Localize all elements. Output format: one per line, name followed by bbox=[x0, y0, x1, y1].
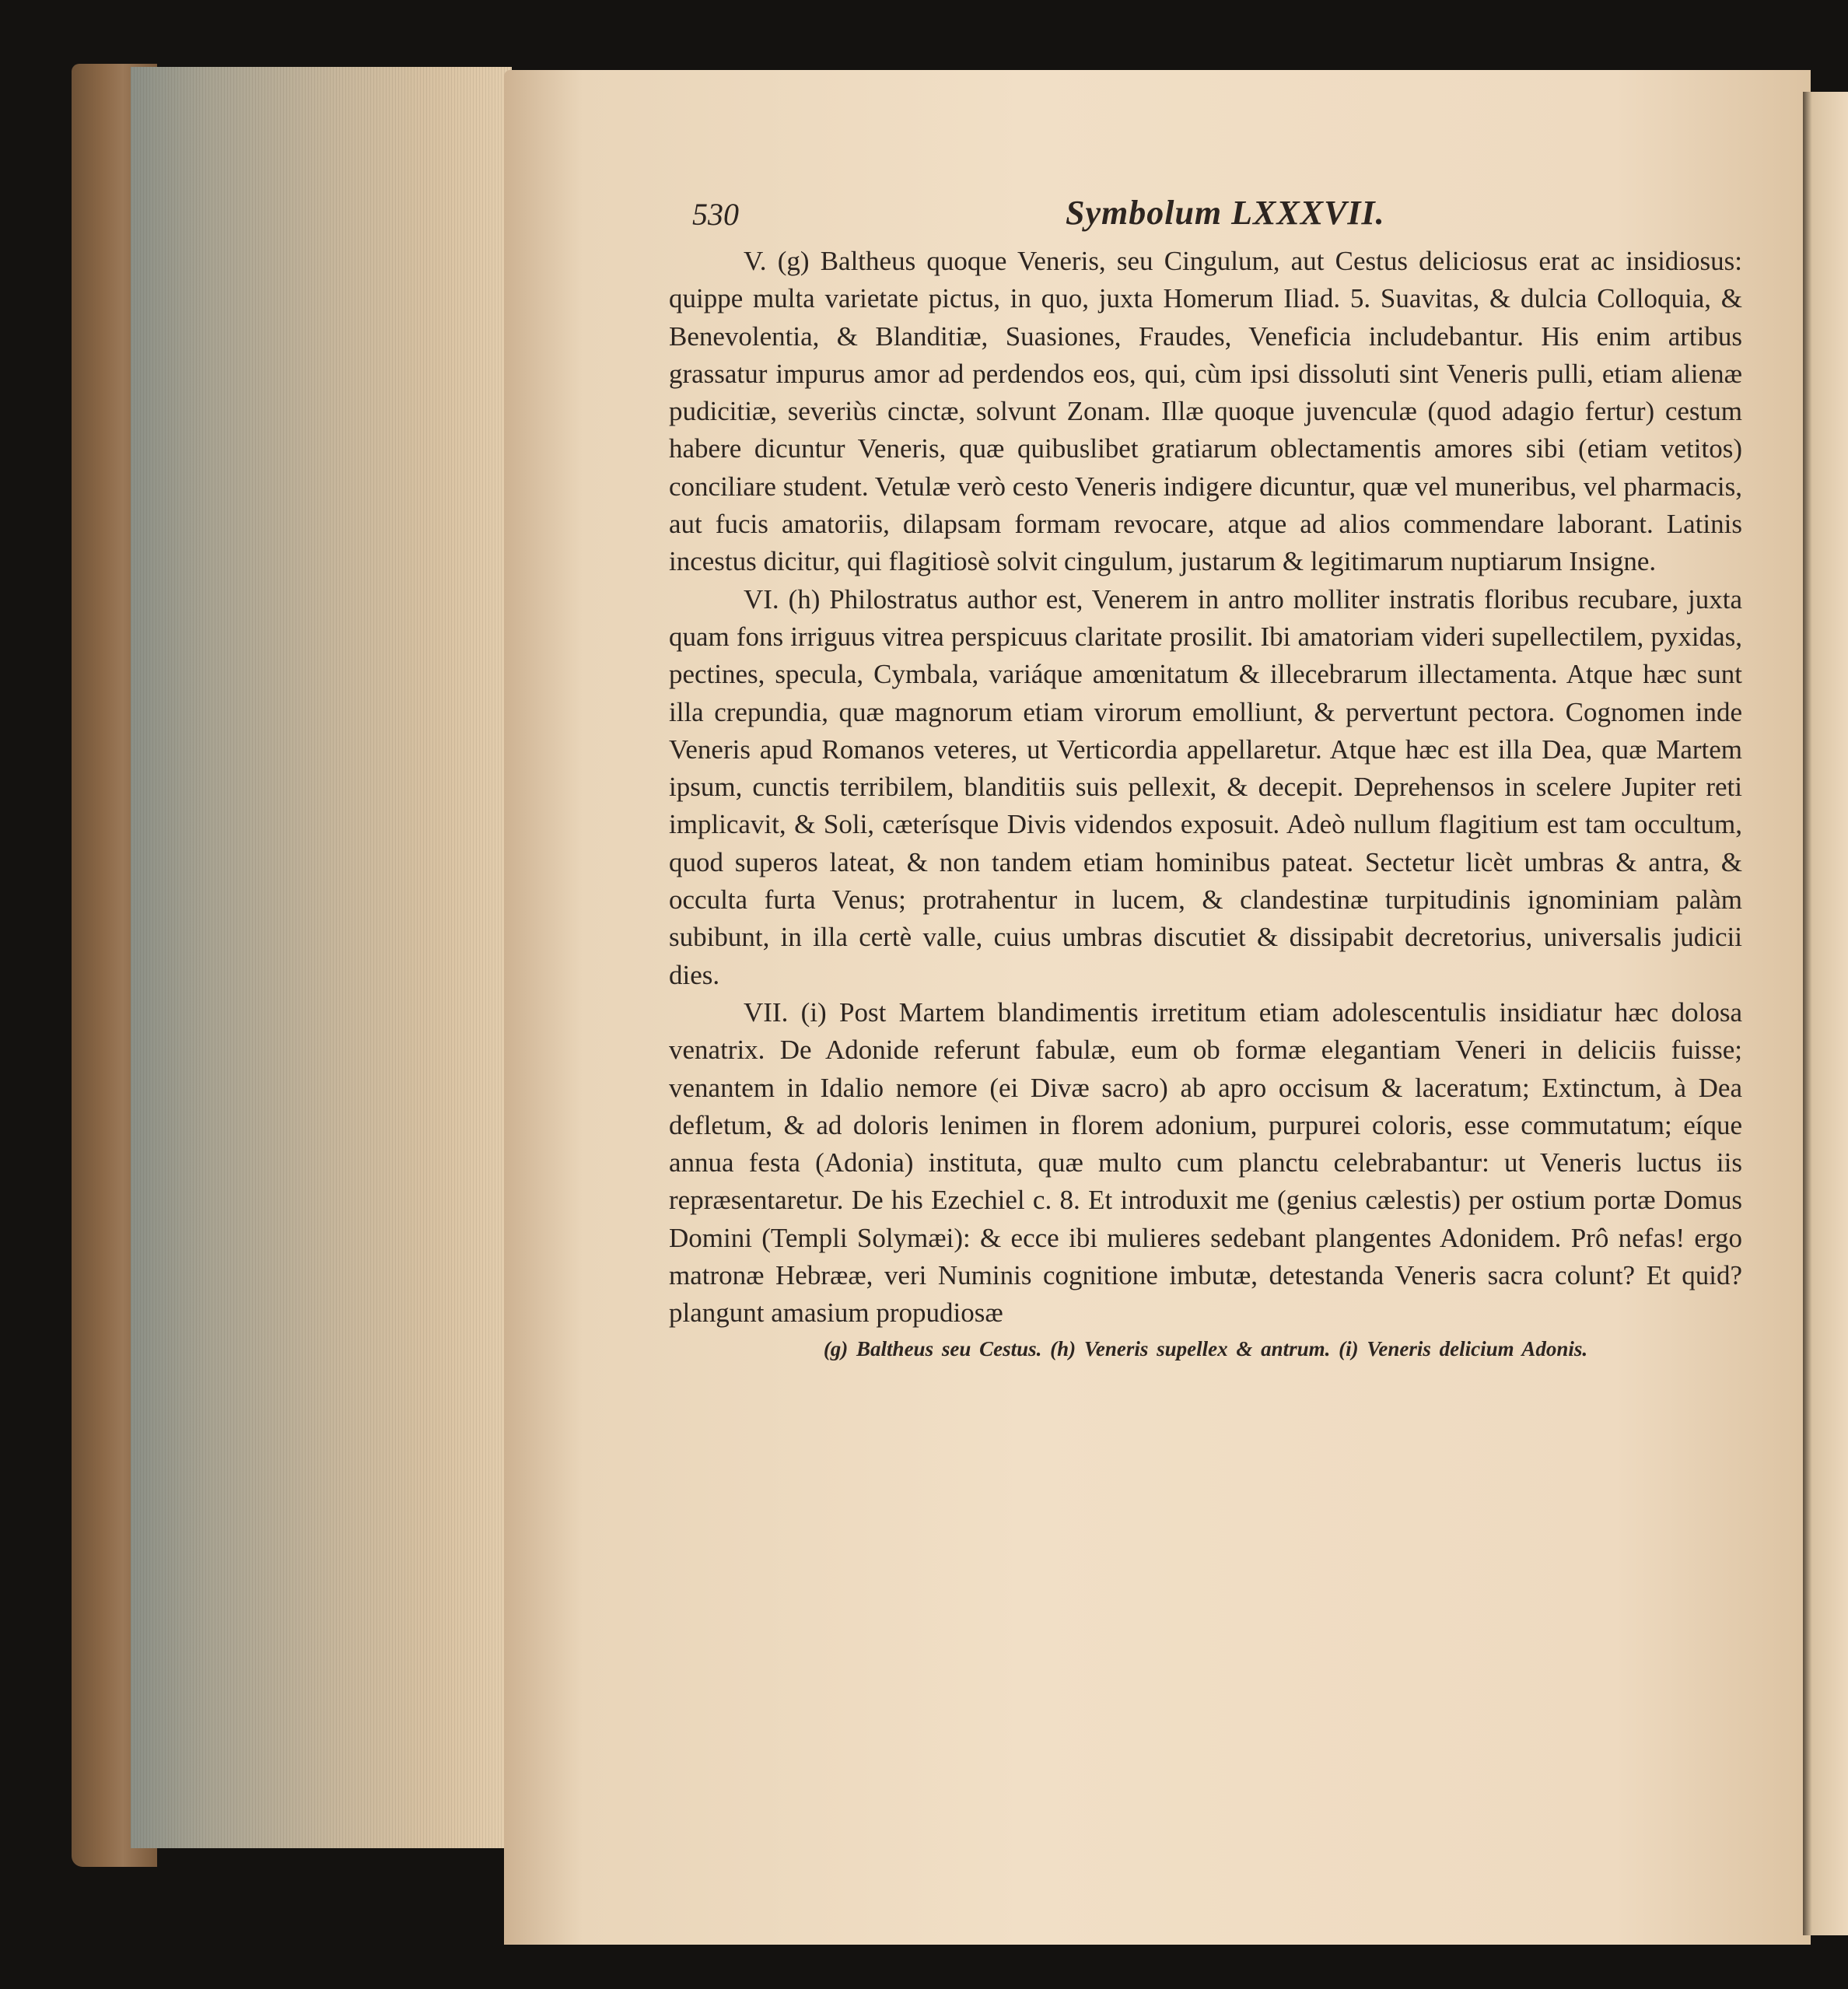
running-head bbox=[669, 193, 1742, 243]
page-number: 530 bbox=[692, 197, 739, 232]
footnotes: (g) Baltheus seu Cestus. (h) Veneris supellex & antrum. (i) Veneris delicium Adonis. bbox=[823, 1336, 1588, 1360]
paragraph-vii: VII. (i) Post Martem blandimentis irretitum etiam adolescentulis insidiatur hæc dolosa venatrix. De Adonide referunt fabulæ, eum ob formæ elegantiam Veneri in deliciis fuisse; venantem in Idalio nemore (ei Divæ sacro) ab apro occisum & laceratum; Extinctum, à Dea defletum, & ad doloris lenimen in florem adonium, purpurei coloris, esse commutatum; eíque annua festa (Adonia) instituta, quæ multo cum planctu celebrabantur: ut Veneris luctus iis repræsentaretur. De his Ezechiel c. 8. Et introduxit me (genius cælestis) per ostium portæ Domus Domini (Templi Solymæi): & ecce ibi mulieres sedebant plangentes Adonidem. Prô nefas! ergo matronæ Hebrææ, veri Numinis cognitione imbutæ, detestanda Veneris sacra colunt? Et quid? plangunt amasium propudiosæ bbox=[669, 996, 1742, 1329]
page-content bbox=[669, 193, 1742, 1361]
page-edges-block bbox=[131, 67, 512, 1848]
paragraph-vi: VI. (h) Philostratus author est, Venerem in antro molliter instratis floribus recubare, juxta quam fons irriguus vitrea perspicuus claritate prosilit. Ibi amatoriam videri supellectilem, pyxidas, pectines, specula, Cymbala, variáque amœnitatum & illecebrarum illectamenta. Atque hæc sunt illa crepundia, quæ magnorum etiam virorum emolliunt, & pervertunt pectora. Cognomen inde Veneris apud Romanos veteres, ut Verticordia appellaretur. Atque hæc est illa Dea, quæ Martem ipsum, cunctis terribilem, blanditiis suis pellexit, & decepit. Deprehensos in scelere Jupiter reti implicavit, & Soli, cæterísque Divis videndos exposuit. Adeò nullum flagitium est tam occultum, quod superos lateat, & non tandem etiam hominibus pateat. Sectetur licèt umbras & antra, & occulta furta Venus; protrahentur in lucem, & clandestinæ turpitudinis ignominiam palàm subibunt, in illa certè valle, cuius umbras discutiet & dissipabit decretorius, universalis judicii dies. bbox=[669, 583, 1742, 990]
paragraph-v: V. (g) Baltheus quoque Veneris, seu Cingulum, aut Cestus deliciosus erat ac insidiosus: quippe multa varietate pictus, in quo, juxta Homerum Iliad. 5. Suavitas, & dulcia Colloquia, & Benevolentia, & Blanditiæ, Suasiones, Fraudes, Veneficia includebantur. His enim artibus grassatur impurus amor ad perdendos eos, qui, cùm ipsi dissoluti sint Veneris pulli, etiam alienæ pudicitiæ, severiùs cinctæ, solvunt Zonam. Illæ quoque juvenculæ (quod adagio fertur) cestum habere dicuntur Veneris, quæ quibuslibet gratiarum oblectamentis amores sibi (etiam vetitos) conciliare student. Vetulæ verò cesto Veneris indigere dicuntur, quæ vel muneribus, vel pharmacis, aut fucis amatoriis, dilapsam formam revocare, atque ad alios commendare laborant. Latinis incestus dicitur, qui flagitiosè solvit cingulum, justarum & legitimarum nuptiarum Insigne. bbox=[669, 246, 1742, 577]
running-title: Symbolum LXXXVII. bbox=[1066, 194, 1385, 232]
facing-page-edge bbox=[1803, 92, 1848, 1935]
